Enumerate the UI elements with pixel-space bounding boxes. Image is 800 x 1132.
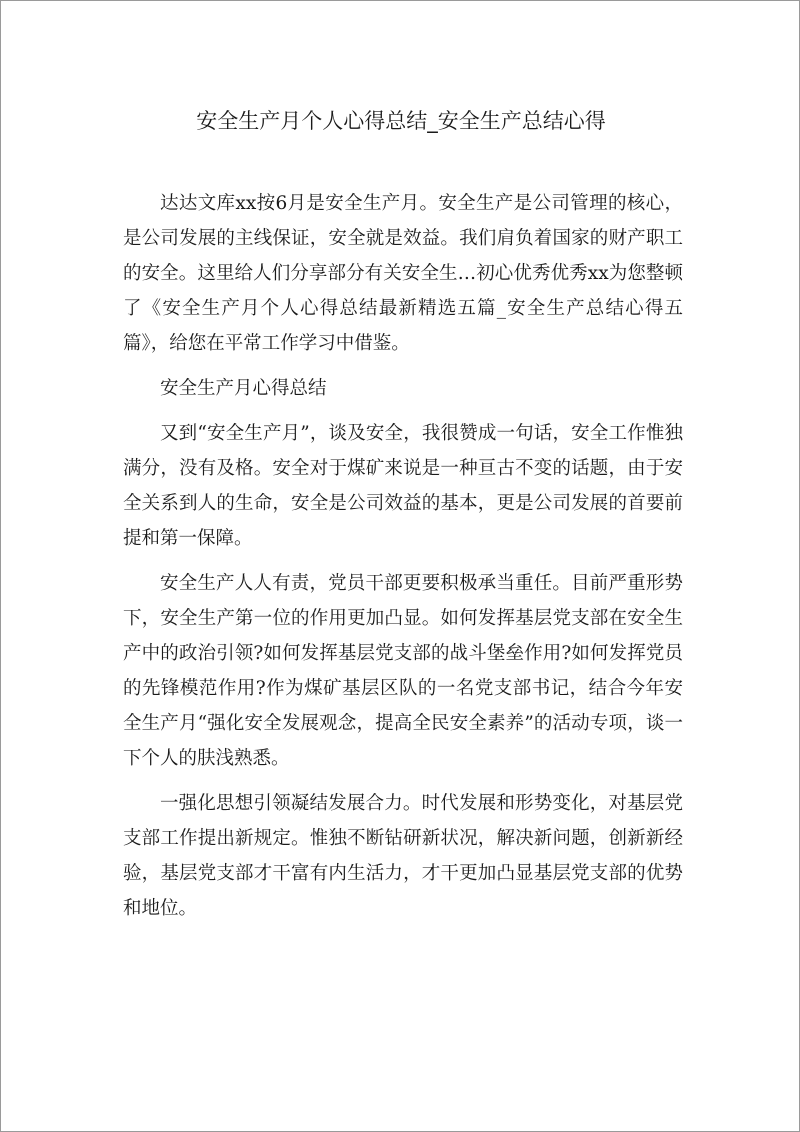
section-heading: 安全生产月心得总结 [160,378,327,399]
document-body [123,186,683,936]
intro-paragraph: 达达文库xx按6月是安全生产月。安全生产是公司管理的核心，是公司发展的主线保证，安全就是效益。我们肩负着国家的财产职工的安全。这里给人们分享部分有关安全生…初心优秀优秀xx为您整顿了《安全生产月个人心得总结最新精选五篇_安全生产总结心得五篇》，给您在平常工作学习中借鉴。 [123,193,683,354]
document-title: 安全生产月个人心得总结_安全生产总结心得 [196,109,606,133]
body-paragraph: 安全生产人人有责，党员干部更要积极承当重任。目前严重形势下，安全生产第一位的作用更加凸显。如何发挥基层党支部在安全生产中的政治引领?如何发挥基层党支部的战斗堡垒作用?如何发挥党员的先锋模范作用?作为煤矿基层区队的一名党支部书记，结合今年安全生产月“强化安全发展观念，提高全民安全素养”的活动专项，谈一下个人的肤浅熟悉。 [123,573,683,769]
body-paragraph: 一强化思想引领凝结发展合力。时代发展和形势变化，对基层党支部工作提出新规定。惟独不断钻研新状况，解决新问题，创新新经验，基层党支部才干富有内生活力，才干更加凸显基层党支部的优势和地位。 [123,793,683,919]
body-paragraph: 又到“安全生产月”，谈及安全，我很赞成一句话，安全工作惟独满分，没有及格。安全对于煤矿来说是一种亘古不变的话题，由于安全关系到人的生命，安全是公司效益的基本，更是公司发展的首要前提和第一保障。 [123,423,683,549]
